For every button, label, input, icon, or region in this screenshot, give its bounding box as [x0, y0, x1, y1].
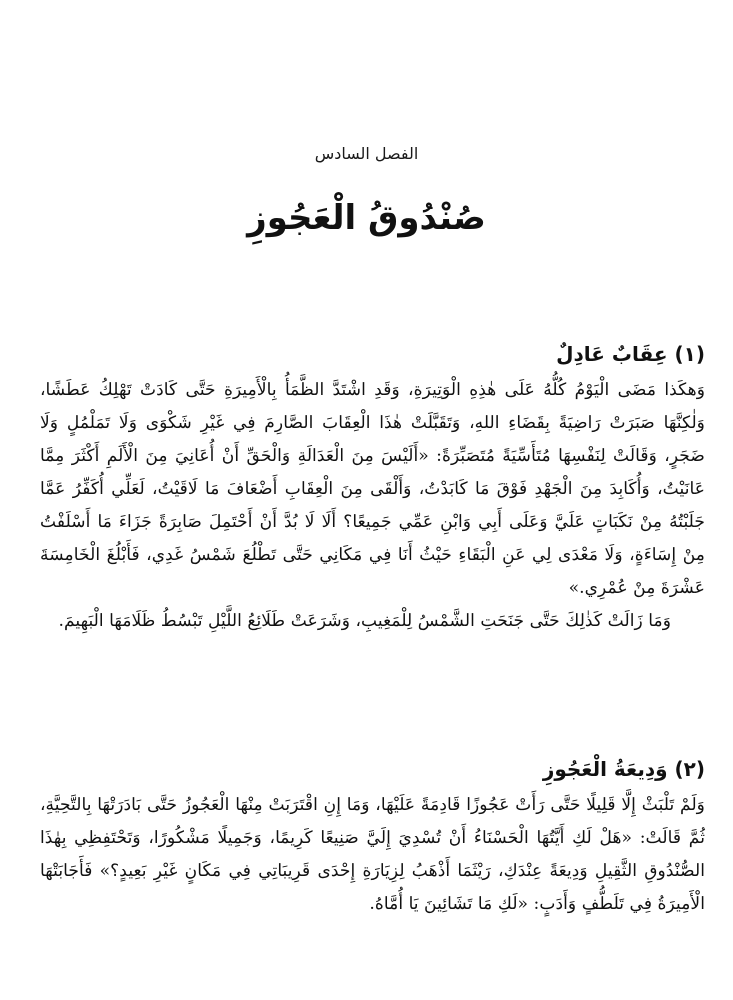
chapter-title: صُنْدُوقُ الْعَجُوزِ	[247, 198, 486, 238]
paragraph: وَهكَذا مَضَى الْيَوْمُ كُلُّهُ عَلَى هٰذِهِ الْوَتِيرَةِ، وَقَدِ اشْتَدَّ الظَّمَأُ بِالْأَمِيرَةِ حَتَّى كَادَتْ تَهْلِكُ عَطَشًا، وَلٰكِنَّهَا صَبَرَتْ رَاضِيَةً بِقَضَاءِ اللهِ، وَتَقَبَّلَتْ هٰذَا الْعِقَابَ الصَّارِمَ فِي غَيْرِ شَكْوَى وَلَا تَمَلْمُلٍ وَلَا ضَجَرٍ، وَقَالَتْ لِنَفْسِهَا مُتَأَسِّيَةً مُتَصَبِّرَةً: «أَلَيْسَ مِنَ الْعَدَالَةِ وَالْحَقِّ أَنْ أُعَانِيَ مِنَ الْأَلَمِ أَكْثَرَ مِمَّا عَانَيْتُ، وَأُكَابِدَ مِنَ الْجَهْدِ فَوْقَ مَا كَابَدْتُ، وَأَلْقَى مِنَ الْعِقَابِ أَضْعَافَ مَا لَاقَيْتُ، لَعَلِّي أُكَفِّرُ عَمَّا جَلَبْتُهُ مِنْ نَكَبَاتٍ عَلَيَّ وَعَلَى أَبِي وَابْنِ عَمِّي جَمِيعًا؟ أَلَا لَا بُدَّ أَنْ أَحْتَمِلَ صَابِرَةً جَزَاءَ مَا أَسْلَفْتُ مِنْ إِسَاءَةٍ، وَلَا مَعْدَى لِي عَنِ الْبَقَاءِ حَيْثُ أَنَا فِي مَكَانِي حَتَّى تَطْلُعَ شَمْسُ غَدِي، فَأَبْلُغَ الْخَامِسَةَ عَشْرَةَ مِنْ عُمْرِي.»	[40, 380, 705, 598]
section-1	[40, 342, 705, 638]
section-heading: (٢) وَدِيعَةُ الْعَجُوزِ	[542, 757, 705, 781]
paragraph: وَلَمْ تَلْبَثْ إِلَّا قَلِيلًا حَتَّى رَأَتْ عَجُوزًا قَادِمَةً عَلَيْهَا، وَمَا إِنِ اقْتَرَبَتْ مِنْهَا الْعَجُوزُ حَتَّى بَادَرَتْهَا بِالتَّحِيَّةِ، ثُمَّ قَالَتْ: «هَلْ لَكِ أَيَّتُهَا الْحَسْنَاءُ أَنْ تُسْدِيَ إِلَيَّ صَنِيعًا كَرِيمًا، وَجَمِيلًا مَشْكُورًا، وَتَحْتَفِظِي بِهٰذَا الصُّنْدُوقِ الثَّقِيلِ وَدِيعَةً عِنْدَكِ، رَيْثَمَا أَذْهَبُ لِزِيَارَةِ إِحْدَى قَرِيبَاتِي فِي مَكَانٍ غَيْرِ بَعِيدٍ؟» فَأَجَابَتْهَا الْأَمِيرَةُ فِي تَلَطُّفٍ وَأَدَبٍ: «لَكِ مَا تَشَائِينَ يَا أُمَّاهُ.	[40, 795, 705, 914]
section-2	[40, 757, 705, 921]
paragraph: وَمَا زَالَتْ كَذٰلِكَ حَتَّى جَنَحَتِ الشَّمْسُ لِلْمَغِيبِ، وَشَرَعَتْ طَلَائِعُ اللَّيْلِ تَبْسُطُ ظَلَامَهَا الْبَهِيمَ.	[58, 611, 671, 631]
chapter-label: الفصل السادس	[314, 144, 419, 163]
section-heading: (١) عِقَابٌ عَادِلٌ	[556, 342, 705, 366]
